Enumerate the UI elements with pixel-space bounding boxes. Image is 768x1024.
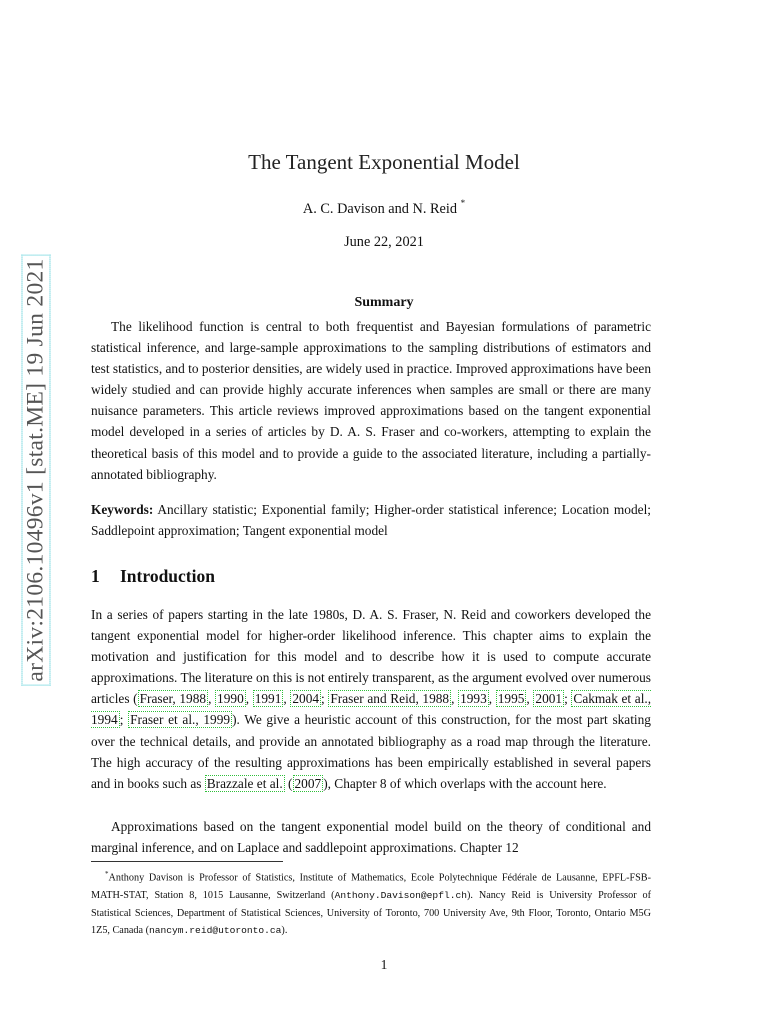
citation-link[interactable]: Brazzale et al.: [206, 775, 283, 791]
keywords-text: Ancillary statistic; Exponential family; Higher-order statistical inference; Location model; Saddlepoint approximation; Tangent exponential model: [91, 502, 651, 539]
citation-link[interactable]: 1990: [217, 691, 244, 707]
citation-link[interactable]: 2004: [292, 691, 320, 707]
citation-link[interactable]: Fraser and Reid, 1988: [330, 691, 450, 707]
publication-date: June 22, 2021: [344, 234, 424, 250]
paper-title: The Tangent Exponential Model: [248, 150, 520, 174]
email-link[interactable]: nancym.reid@utoronto.ca: [149, 925, 282, 937]
citation-link[interactable]: Fraser et al., 1999: [130, 712, 231, 728]
footnote-text: ). Nancy Reid is University Professor of Statistical Sciences, Department of Statistical Sciences, University of Toronto, 700 University Ave, 9th Floor, Toronto, Ontario M5G 1Z5, Canada (: [91, 889, 651, 937]
section-heading: [91, 566, 215, 587]
keywords-label: Keywords:: [91, 502, 154, 517]
footnote-rule: [91, 861, 283, 862]
citation-link[interactable]: 1991: [254, 691, 282, 707]
footnote-text: ).: [281, 925, 288, 937]
footnote-text: Anthony Davison is Professor of Statistics, Institute of Mathematics, Ecole Polytechnique Fédérale de Lausanne, EPFL-FSB-MATH-STAT, Station 8, 1015 Lausanne, Switzerland (: [91, 872, 651, 901]
email-link[interactable]: Anthony.Davison@epfl.ch: [334, 889, 467, 901]
intro-text: ), Chapter 8 of which overlaps with the account here.: [323, 775, 607, 791]
citation-link[interactable]: 1993: [460, 691, 487, 707]
footnote-mark: *: [105, 870, 109, 878]
keywords-paragraph: [91, 499, 651, 541]
intro-text: ). We give a heuristic account of this construction, for the most part skating over the technical details, and provide an annotated bibliography as a road map through the literature. The high accuracy of the resulting approximations has been empirically established in several papers and in books such as: [91, 712, 651, 791]
citation-link[interactable]: 2001: [535, 691, 563, 707]
summary-paragraph: The likelihood function is central to both frequentist and Bayesian formulations of parametric statistical inference, and large-sample approximations to the sampling distributions of estimators and test statistics, and to posterior densities, are widely used in practice. Improved approximations have been widely studied and can provide highly accurate inferences when samples are small or there are many nuisance parameters. This article reviews improved approximations based on the tangent exponential model developed in a series of articles by D. A. S. Fraser and co-workers, attempting to explain the theoretical basis of this model and to provide a guide to the associated literature, including a partially-annotated bibliography.: [91, 319, 651, 482]
citation-link[interactable]: Cakmak et al., 1994: [91, 691, 652, 728]
author-line: [0, 199, 768, 218]
arxiv-id-link[interactable]: arXiv:2106.10496v1 [stat.ME] 19 Jun 2021: [21, 254, 50, 685]
footnote: [91, 866, 651, 940]
authors: A. C. Davison and N. Reid: [302, 200, 457, 217]
citation-link[interactable]: 1995: [497, 691, 525, 707]
citation-link[interactable]: Fraser, 1988: [139, 691, 207, 707]
arxiv-identifier[interactable]: [21, 254, 50, 685]
summary-heading: Summary: [354, 295, 414, 310]
section-title: Introduction: [120, 566, 215, 586]
section-number: 1: [91, 566, 100, 586]
intro-text: In a series of papers starting in the late 1980s, D. A. S. Fraser, N. Reid and coworkers developed the tangent exponential model for higher-order likelihood inference. This chapter aims to explain the motivation and justification for this model and to describe how it is used to compute accurate approximations. The literature on this is not entirely transparent, as the argument evolved over numerous articles (: [91, 607, 651, 707]
citation-link[interactable]: 2007: [294, 775, 322, 791]
page-number: 1: [380, 957, 388, 972]
intro-paragraph-1: In a series of papers starting in the late 1980s, D. A. S. Fraser, N. Reid and coworkers developed the tangent exponential model for higher-order likelihood inference. This chapter aims to explain the motivation and justification for this model and to describe how it is used to compute accurate approximations. The literature on this is not entirely transparent, as the argument evolved over numerous articles ( Fraser, 1988 , 1990 , 1991 , 2004 ; Fraser and Reid, 1988 , 1993 , 1995 , 2001 ; Cakmak et al., 1994 ; Fraser et al., 1999 ). We give a heuristic account of this construction, for the most part skating over the technical details, and provide an annotated bibliography as a road map through the literature. The high accuracy of the resulting approximations has been empirically established in several papers and in books such as Brazzale et al. ( 2007 ), Chapter 8 of which overlaps with the account here.: [91, 607, 652, 791]
intro-paragraph-2: Approximations based on the tangent exponential model build on the theory of conditional and marginal inference, and on Laplace and saddlepoint approximations. Chapter 12: [91, 819, 651, 856]
author-footnote-mark[interactable]: *: [460, 198, 466, 208]
